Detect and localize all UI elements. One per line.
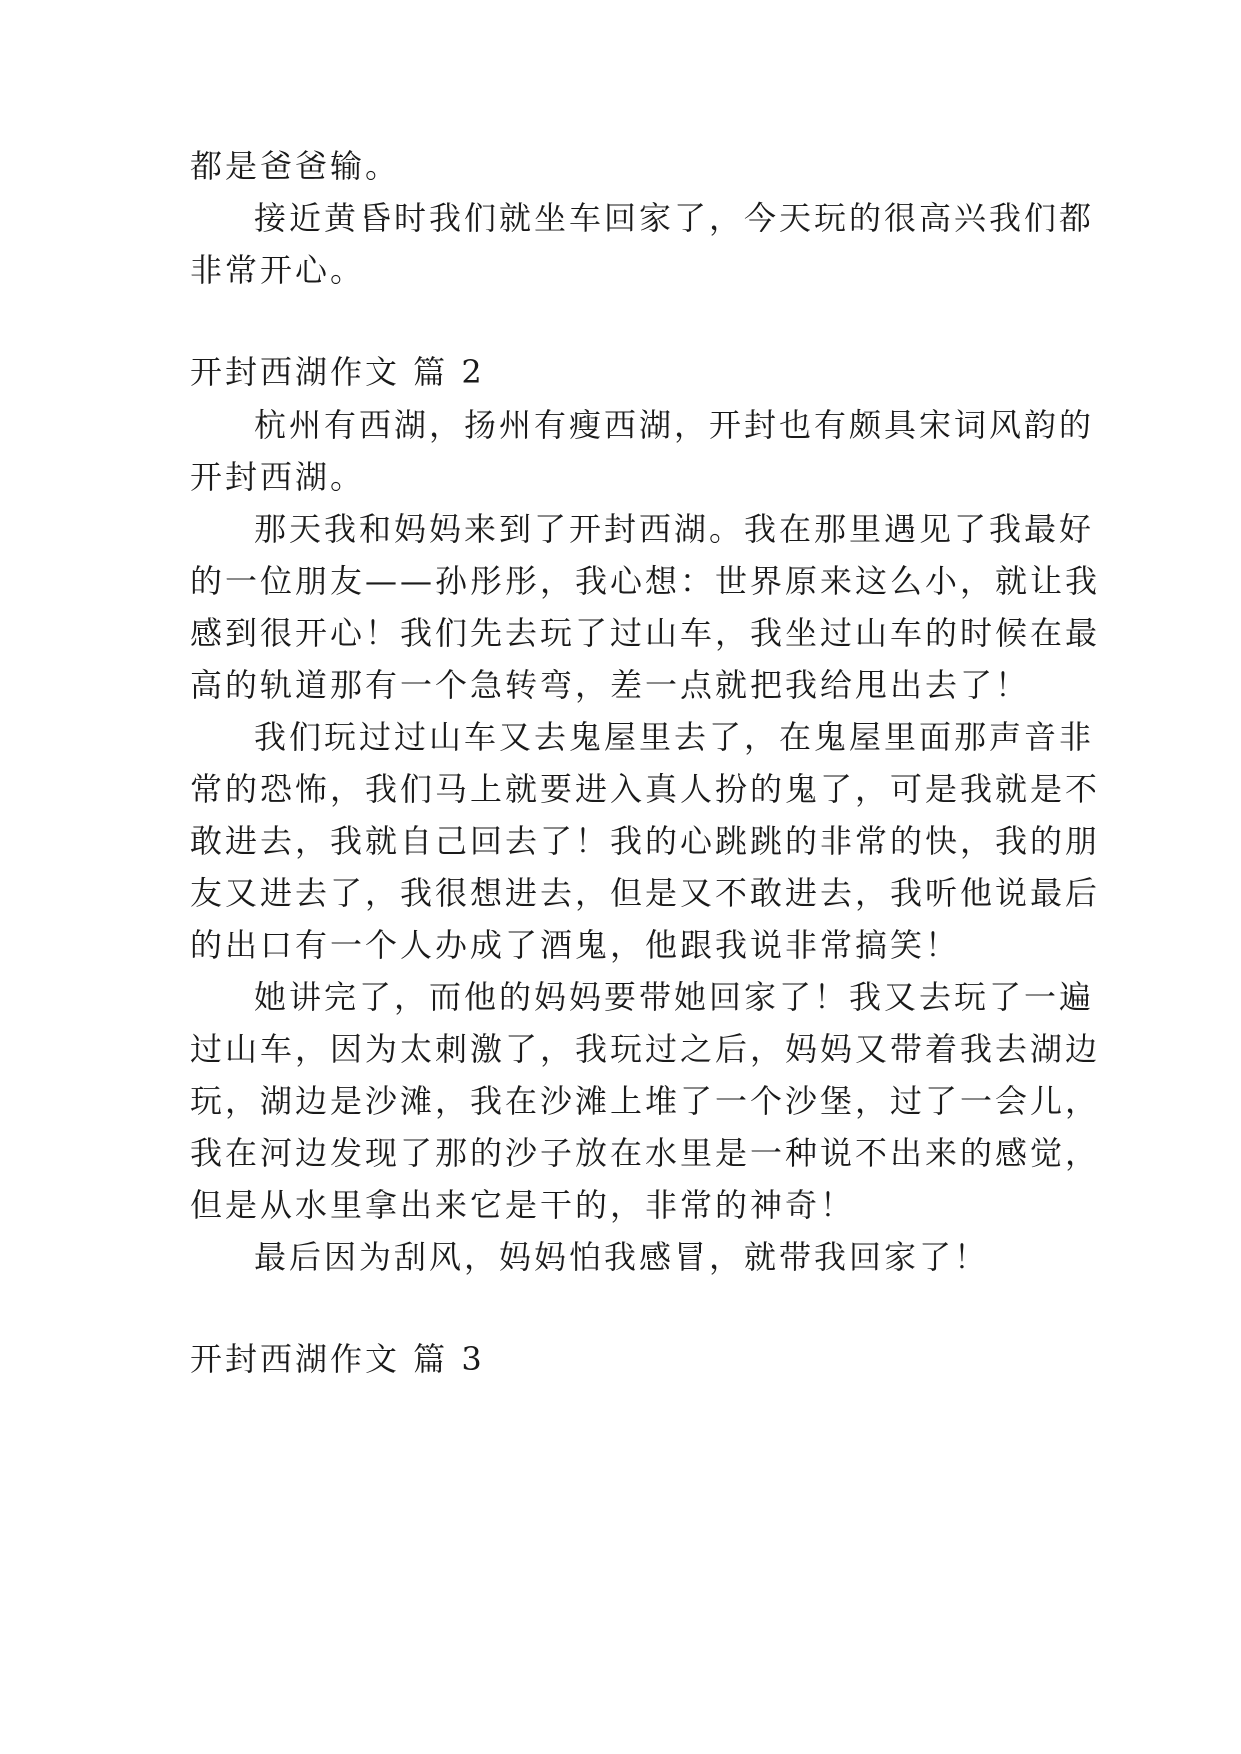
- paragraph-line: 感到很开心！我们先去玩了过山车，我坐过山车的时候在最: [190, 614, 1101, 652]
- paragraph-line: 的出口有一个人办成了酒鬼，他跟我说非常搞笑！: [190, 926, 961, 964]
- paragraph-line: 杭州有西湖，扬州有瘦西湖，开封也有颇具宋词风韵的: [254, 406, 1095, 444]
- section-heading-2: 开封西湖作文 篇 2: [190, 353, 485, 391]
- paragraph-line: 我们玩过过山车又去鬼屋里去了，在鬼屋里面那声音非: [254, 718, 1095, 756]
- paragraph-line: 最后因为刮风，妈妈怕我感冒，就带我回家了！: [254, 1238, 990, 1276]
- paragraph-line: 我在河边发现了那的沙子放在水里是一种说不出来的感觉，: [190, 1134, 1101, 1172]
- paragraph-line: 高的轨道那有一个急转弯，差一点就把我给甩出去了！: [190, 666, 1031, 704]
- section-heading-3: 开封西湖作文 篇 3: [190, 1340, 485, 1378]
- paragraph-line: 玩，湖边是沙滩，我在沙滩上堆了一个沙堡，过了一会儿，: [190, 1082, 1101, 1120]
- paragraph-line: 但是从水里拿出来它是干的，非常的神奇！: [190, 1186, 856, 1224]
- paragraph-line: 的一位朋友——孙彤彤，我心想：世界原来这么小，就让我: [190, 562, 1101, 600]
- paragraph-line: 那天我和妈妈来到了开封西湖。我在那里遇见了我最好: [254, 510, 1095, 548]
- paragraph-line: 敢进去，我就自己回去了！我的心跳跳的非常的快，我的朋: [190, 822, 1101, 860]
- paragraph-line: 过山车，因为太刺激了，我玩过之后，妈妈又带着我去湖边: [190, 1030, 1101, 1068]
- paragraph-line: 开封西湖。: [190, 458, 366, 496]
- paragraph-line: 常的恐怖，我们马上就要进入真人扮的鬼了，可是我就是不: [190, 770, 1101, 808]
- paragraph-line: 接近黄昏时我们就坐车回家了，今天玩的很高兴我们都: [254, 199, 1095, 237]
- paragraph-line: 都是爸爸输。: [190, 147, 401, 185]
- paragraph-line: 友又进去了，我很想进去，但是又不敢进去，我听他说最后: [190, 874, 1101, 912]
- paragraph-line: 非常开心。: [190, 251, 366, 289]
- paragraph-line: 她讲完了，而他的妈妈要带她回家了！我又去玩了一遍: [254, 978, 1095, 1016]
